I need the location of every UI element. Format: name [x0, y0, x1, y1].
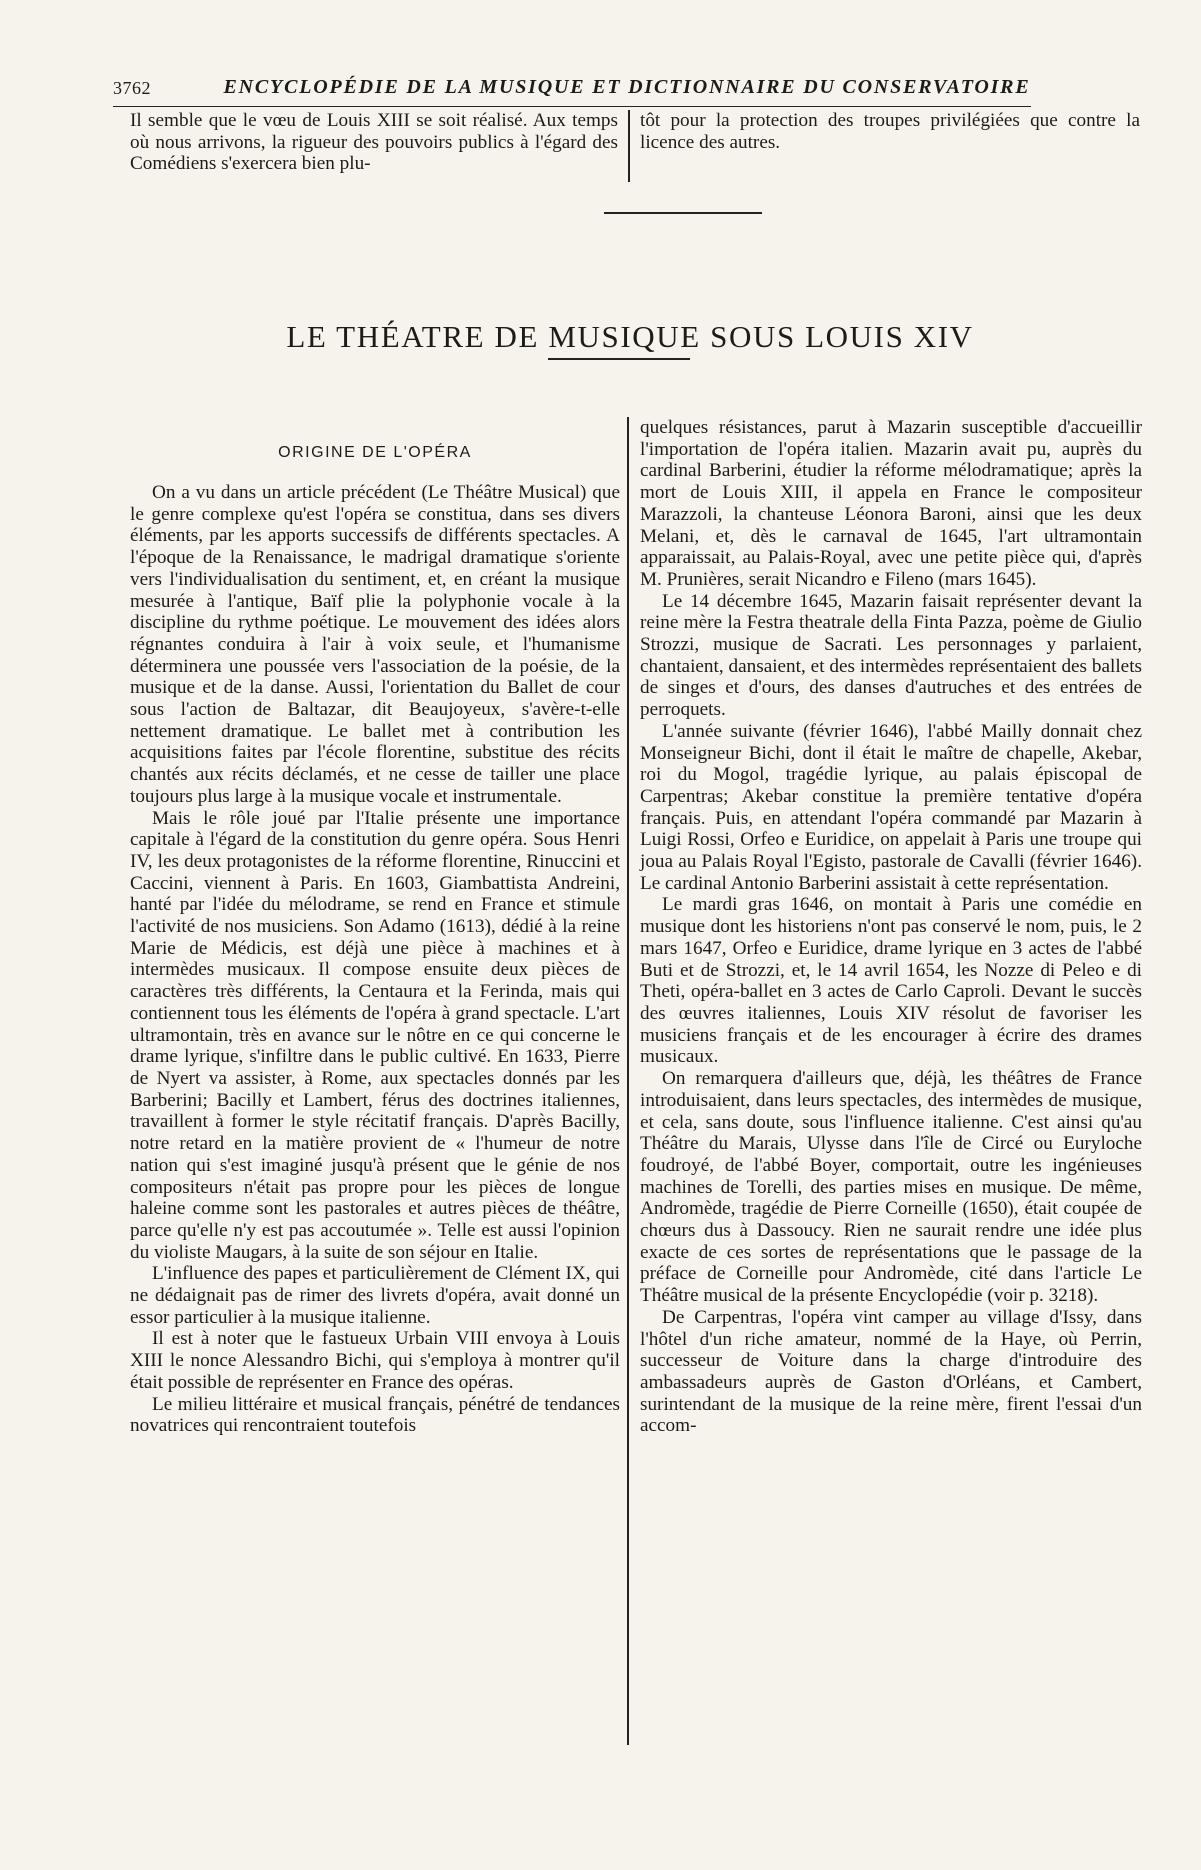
- paragraph: On remarquera d'ailleurs que, déjà, les théâtres de France introduisaient, dans leurs spectacles, des intermèdes de musique, et cela, sans doute, sous l'influence italienne. C'est ainsi qu'au Théâtre du Marais, Ulysse dans l'île de Circé ou Euryloche foudroyé, de l'abbé Boyer, comportait, outre les ingénieuses machines de Torelli, des parties mises en musique. De même, Andromède, tragédie de Pierre Corneille (1650), était coupée de chœurs dus à Dassoucy. Rien ne saurait rendre une idée plus exacte de ces sortes de représentations que le passage de la préface de Corneille pour Andromède, cité dans l'article Le Théâtre musical de la présente Encyclopédie (voir p. 3218).: [640, 1068, 1142, 1307]
- paragraph: L'année suivante (février 1646), l'abbé Mailly donnait chez Monseigneur Bichi, dont il était le maître de chapelle, Akebar, roi du Mogol, tragédie lyrique, au palais épiscopal de Carpentras; Akebar constitue la première tentative d'opéra français. Puis, en attendant l'opéra commandé par Mazarin à Luigi Rossi, Orfeo e Euridice, on appelait à Paris une troupe qui joua au Palais Royal l'Egisto, pastorale de Cavalli (février 1646). Le cardinal Antonio Barberini assistait à cette représentation.: [640, 720, 1142, 894]
- top-left-text: [130, 110, 618, 175]
- paragraph: Il semble que le vœu de Louis XIII se soit réalisé. Aux temps où nous arrivons, la rigueur des pouvoirs publics à l'égard des Comédiens s'exercera bien plu-: [130, 110, 618, 175]
- paragraph: On a vu dans un article précédent (Le Théâtre Musical) que le genre complexe qu'est l'opéra se constitua, dans ses divers éléments, par les apports successifs de différents spectacles. A l'époque de la Renaissance, le madrigal dramatique s'oriente vers l'individualisation du sentiment, et, en créant la musique mesurée à l'antique, Baïf plie la polyphonie vocale à la discipline du rythme poétique. Le mouvement des idées alors régnantes conduira à l'air à voix seule, et l'humanisme déterminera une poussée vers l'association de la poésie, de la musique et de la danse. Aussi, l'orientation du Ballet de cour sous l'action de Baltazar, dit Beaujoyeux, s'avère-t-elle nettement dramatique. Le ballet met à contribution les acquisitions faites par l'école florentine, substitue des récits chantés aux récits déclamés, et ne cesse de tailler une place toujours plus large à la musique vocale et instrumentale.: [130, 482, 620, 807]
- paragraph: De Carpentras, l'opéra vint camper au village d'Issy, dans l'hôtel d'un riche amateur, nommé de la Haye, où Perrin, successeur de Voiture dans la charge d'introduire des ambassadeurs auprès de Gaston d'Orléans, et Cambert, surintendant de la musique de la reine mère, firent l'essai d'un accom-: [640, 1306, 1142, 1437]
- page-number: 3762: [113, 78, 151, 98]
- section-rule-bottom: [548, 358, 690, 360]
- right-column: [640, 417, 1142, 1437]
- top-right-text: [640, 110, 1140, 153]
- paragraph: Il est à noter que le fastueux Urbain VIII envoya à Louis XIII le nonce Alessandro Bichi, qui s'employa à montrer qu'il était possible de représenter en France des opéras.: [130, 1328, 620, 1393]
- column-divider: [627, 417, 629, 1745]
- left-column: [130, 482, 620, 1437]
- paragraph: quelques résistances, parut à Mazarin susceptible d'accueillir l'importation de l'opéra italien. Mazarin avait pu, auprès du cardinal Barberini, étudier la réforme mélodramatique; après la mort de Louis XIII, il appela en France le compositeur Marazzoli, la chanteuse Léonora Baroni, ainsi que les deux Melani, et, dès le carnaval de 1645, l'art ultramontain apparaissait, au Palais-Royal, avec une petite pièce qui, d'après M. Prunières, serait Nicandro e Fileno (mars 1645).: [640, 417, 1142, 590]
- paragraph: Mais le rôle joué par l'Italie présente une importance capitale à l'égard de la constitution du genre opéra. Sous Henri IV, les deux protagonistes de la réforme florentine, Rinuccini et Caccini, viennent à Paris. En 1603, Giambattista Andreini, hanté par l'idée du mélodrame, se rend en France et stimule l'activité de nos musiciens. Son Adamo (1613), dédié à la reine Marie de Médicis, est déjà une pièce à machines et à intermèdes musicaux. Il compose ensuite deux pièces de caractères très différents, la Centaura et la Ferinda, mais qui contiennent tous les éléments de l'opéra à grand spectacle. L'art ultramontain, très en avance sur le nôtre en ce qui concerne le drame lyrique, s'infiltre dans le public cultivé. En 1633, Pierre de Nyert va assister, à Rome, aux spectacles donnés par les Barberini; Bacilly et Lambert, férus des doctrines italiennes, travaillent à former le style récitatif français. D'après Bacilly, notre retard en la matière provient de « l'humeur de notre nation qui s'est imaginé jusqu'à présent que le génie de nos compositeurs n'était pas propre pour les pièces de longue haleine comme sont les pastorales et autres pièces de théâtre, parce qu'elle n'y est pas accoutumée ». Telle est aussi l'opinion du violiste Maugars, à la suite de son séjour en Italie.: [130, 807, 620, 1263]
- section-title: LE THÉATRE DE MUSIQUE SOUS LOUIS XIV: [286, 318, 974, 354]
- running-title: ENCYCLOPÉDIE DE LA MUSIQUE ET DICTIONNAIRE DU CONSERVATOIRE: [223, 76, 1031, 98]
- running-header: [113, 76, 1031, 107]
- sub-heading: ORIGINE DE L'OPÉRA: [278, 444, 472, 461]
- paragraph: Le milieu littéraire et musical français, pénétré de tendances novatrices qui rencontraient toutefois: [130, 1393, 620, 1437]
- paragraph: tôt pour la protection des troupes privilégiées que contre la licence des autres.: [640, 110, 1140, 153]
- section-rule-top: [604, 212, 762, 214]
- column-divider: [628, 110, 630, 182]
- paragraph: L'influence des papes et particulièrement de Clément IX, qui ne dédaignait pas de rimer des livrets d'opéra, avait donné un essor particulier à la musique italienne.: [130, 1263, 620, 1328]
- paragraph: Le mardi gras 1646, on montait à Paris une comédie en musique dont les historiens n'ont pas conservé le nom, puis, le 2 mars 1647, Orfeo e Euridice, drame lyrique en 3 actes de l'abbé Buti et de Strozzi, et, le 14 avril 1654, les Nozze di Peleo e di Theti, opéra-ballet en 3 actes de Carlo Caproli. Devant le succès des œuvres italiennes, Louis XIV résolut de favoriser les musiciens français et de les encourager à écrire des drames musicaux.: [640, 894, 1142, 1068]
- paragraph: Le 14 décembre 1645, Mazarin faisait représenter devant la reine mère la Festra theatrale della Finta Pazza, poème de Giulio Strozzi, musique de Sacrati. Les personnages y parlaient, chantaient, dansaient, et des intermèdes représentaient des ballets de singes et d'ours, des danses d'autruches et des entrées de perroquets.: [640, 590, 1142, 721]
